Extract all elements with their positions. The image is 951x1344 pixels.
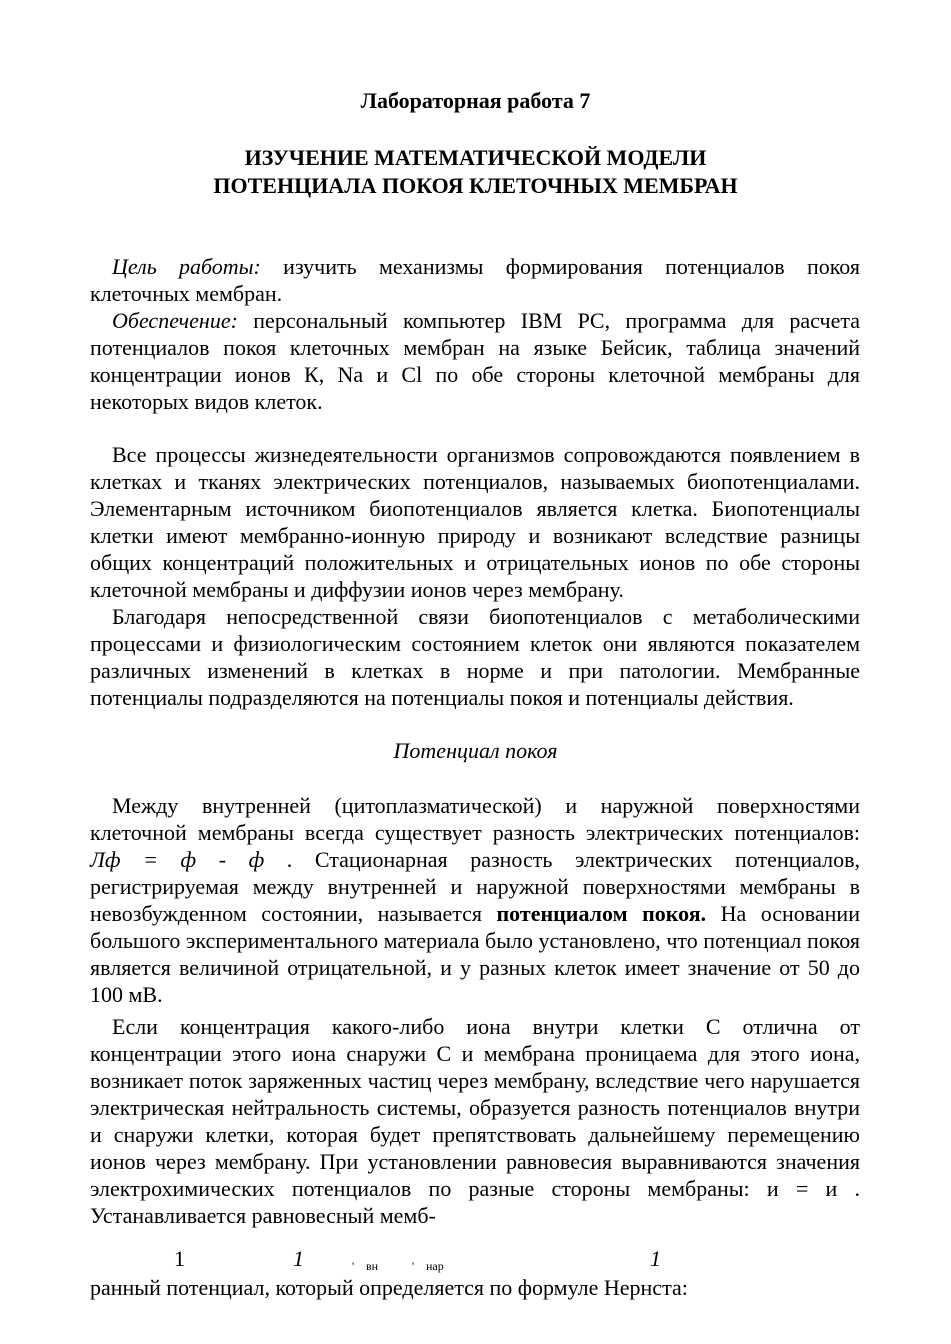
rest-text-1a: Между внутренней (цитоплазматической) и наружной поверхностями клеточной мембраны всегда существует разность электрических потенциалов: [90,793,860,845]
subscript-7: 1 [650,1246,661,1271]
subscript-1: 1 [174,1246,185,1271]
lab-title: Лабораторная работа 7 [360,88,591,113]
rest-paragraph-1 [90,792,860,1008]
rest-text-1b: . Стационарная разность электрических потенциалов, регистрируемая между внутренней и наружной поверхностями мембраны в невозбужденном состоянии, называется [90,847,860,926]
rest-paragraph-2 [90,1013,860,1229]
intro-paragraph-1 [90,441,860,603]
potential-formula: Лф = ф - ф [90,847,265,872]
rest-text-1c: На основании большого экспериментального материала было установлено, что потенциал покоя является величиной отрицательной, и у разных клеток имеет значение от 50 до 100 мВ. [90,901,860,1007]
subscript-row [90,1245,860,1275]
subscript-2: 1 [293,1246,304,1271]
equipment-text: персональный компьютер IBM PC, программа для расчета потенциалов покоя клеточных мембран на языке Бейсик, таблица значений концентрации ионов К, Na и Cl по обе стороны клеточной мембраны для некоторых видов клеток. [90,308,860,414]
equipment-label: Обеспечение: [112,308,238,333]
rest-paragraph-end: ранный потенциал, который определяется по формуле Нернста: [90,1275,688,1300]
main-title [0,144,951,200]
intro-paragraph-2 [90,603,860,711]
goal-label: Цель работы: [112,254,261,279]
main-title-line-1: ИЗУЧЕНИЕ МАТЕМАТИЧЕСКОЙ МОДЕЛИ [244,145,707,170]
intro-text-2: Благодаря непосредственной связи биопотенциалов с метаболическими процессами и физиологическим состоянием клеток они являются показателем различных изменений в клетках в норме и при патологии. Мембранные потенциалы подразделяются на потенциалы покоя и потенциалы действия. [90,604,860,710]
intro-text-1: Все процессы жизнедеятельности организмов сопровождаются появлением в клетках и тканях электрических потенциалов, называемых биопотенциалами. Элементарным источником биопотенциалов является клетка. Биопотенциалы клетки имеют мембранно-ионную природу и возникают вследствие разницы общих концентраций положительных и отрицательных ионов по обе стороны клеточной мембраны и диффузии ионов через мембрану. [90,442,860,602]
equipment-paragraph [90,307,860,415]
main-title-line-2: ПОТЕНЦИАЛА ПОКОЯ КЛЕТОЧНЫХ МЕМБРАН [213,173,738,198]
goal-text: изучить механизмы формирования потенциалов покоя клеточных мембран. [90,254,860,306]
rest-term-bold: потенциалом покоя. [496,901,707,926]
subscript-3: ' [352,1259,355,1273]
section-title: Потенциал покоя [393,738,558,763]
subscript-5: ' [412,1259,415,1273]
rest-text-2: Если концентрация какого-либо иона внутри клетки С отлична от концентрации этого иона снаружи С и мембрана проницаема для этого иона, возникает поток заряженных частиц через мембрану, вследствие чего нарушается электрическая нейтральность системы, образуется разность потенциалов внутри и снаружи клетки, которая будет препятствовать дальнейшему перемещению ионов через мембрану. При установлении равновесия выравниваются значения электрохимических потенциалов по разные стороны мембраны: и = и . Устанавливается равновесный мемб- [90,1014,860,1228]
goal-paragraph [90,253,860,307]
subscript-nar: нар [426,1259,444,1273]
subscript-vn: вн [366,1259,379,1273]
